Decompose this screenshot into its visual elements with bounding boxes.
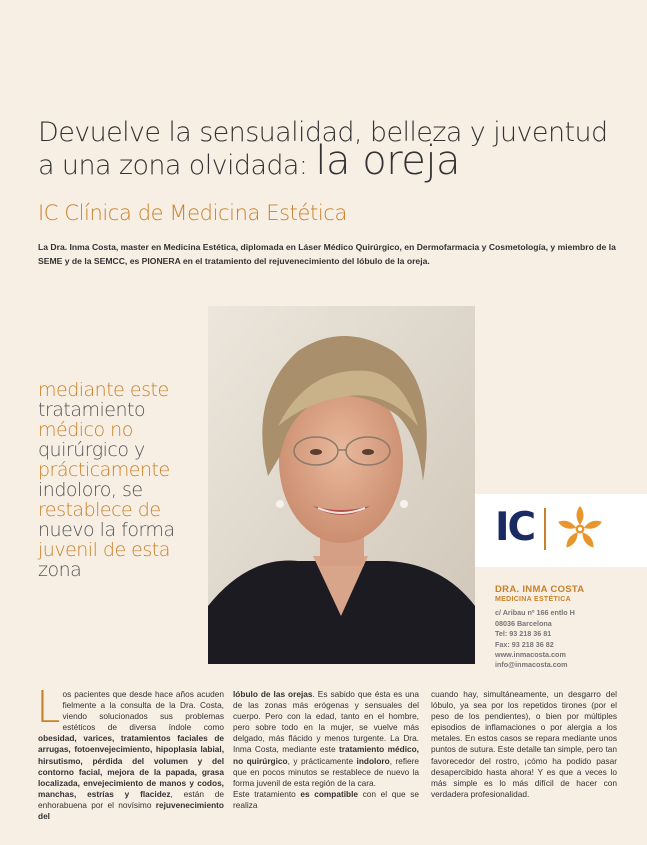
clinic-logo-band bbox=[475, 494, 647, 567]
col1-bold-a: obesidad, varices, tratamientos faciales de arrugas, fotoenvejecimiento, hipoplasia labial, hirsutismo, pérdida del volumen y del contorno facial, mejora de la papada, grasa localizada, envejecimiento de manos y codos, manchas, estrías y flacidez bbox=[38, 733, 224, 799]
contact-city: 08036 Barcelona bbox=[495, 618, 552, 628]
doctor-portrait-photo bbox=[208, 306, 475, 664]
col2-text-a: . Es sabido que ésta es una de las zonas más erógenas y sensuales del cuerpo. Pero con la edad, tanto en el hombre, pero sobre todo en la mujer, se vuelve más delgado, más flácido y menos turgente. La Dra. Inma Costa, mediante este bbox=[233, 689, 419, 755]
quote-line-5: prácticamente bbox=[38, 459, 170, 481]
col2-text-d: Este tratamiento bbox=[233, 788, 301, 799]
quote-line-6: indoloro, se bbox=[38, 479, 143, 501]
clinic-subtitle: IC Clínica de Medicina Estética bbox=[38, 201, 347, 225]
quote-line-8: nuevo la forma bbox=[38, 519, 175, 541]
quote-line-9: juvenil de esta bbox=[38, 539, 170, 561]
quote-line-2: tratamiento bbox=[38, 399, 146, 421]
contact-email: info@inmacosta.com bbox=[495, 660, 568, 670]
col2-bold-c: indoloro bbox=[356, 755, 390, 766]
col2-bold-b: tratamiento médico, no quirúrgico bbox=[233, 744, 419, 766]
pull-quote bbox=[38, 380, 208, 580]
col1-text-b: , están de enhorabuena por el novísimo bbox=[38, 788, 224, 810]
quote-line-10: zona bbox=[38, 559, 82, 581]
contact-address: c/ Aribau nº 166 entlo H bbox=[495, 608, 575, 618]
headline-line-2-text: a una zona olvidada: bbox=[38, 150, 308, 181]
quote-line-4: quirúrgico y bbox=[38, 439, 145, 461]
contact-block bbox=[495, 584, 645, 671]
col2-text-b: , y prácticamente bbox=[287, 755, 357, 766]
quote-line-1: mediante este bbox=[38, 379, 169, 401]
headline-highlight: la oreja bbox=[315, 138, 460, 184]
flower-logo-icon bbox=[554, 502, 606, 554]
logo-divider bbox=[544, 508, 546, 550]
headline-line-2 bbox=[38, 138, 638, 184]
clinic-logo-text: IC bbox=[495, 505, 535, 550]
doctor-specialty: MEDICINA ESTÉTICA bbox=[495, 596, 572, 603]
contact-phone: Tel: 93 218 36 81 bbox=[495, 629, 552, 639]
contact-website: www.inmacosta.com bbox=[495, 650, 566, 660]
quote-line-7: restablece de bbox=[38, 499, 161, 521]
col2-text-e: con el que se realiza bbox=[233, 788, 419, 810]
doctor-name: DRA. INMA COSTA bbox=[495, 584, 585, 595]
col1-text-a: os pacientes que desde hace años acuden fielmente a la consulta de la Dra. Costa, viendo solucionados sus problemas estéticos de diversa índole como bbox=[62, 689, 224, 733]
col2-text-c: , refiere que en pocos minutos se restablece de nuevo la forma juvenil de esta región de la cara. bbox=[233, 755, 419, 788]
body-column-1 bbox=[36, 682, 224, 822]
col2-bold-a: lóbulo de las orejas bbox=[233, 689, 313, 699]
col1-bold-b: rejuvenecimiento del bbox=[38, 799, 224, 822]
headline bbox=[38, 117, 638, 184]
col2-bold-d: es compatible bbox=[300, 788, 359, 799]
portrait-illustration bbox=[208, 306, 475, 664]
contact-fax: Fax: 93 218 36 82 bbox=[495, 639, 554, 649]
drop-cap: L bbox=[36, 682, 61, 733]
intro-paragraph: La Dra. Inma Costa, master en Medicina Estética, diplomada en Láser Médico Quirúrgico, en Dermofarmacia y Cosmetología, y miembro de la SEME y de la SEMCC, es PIONERA en el tratamiento del rejuvenecimiento del lóbulo de la oreja. bbox=[38, 242, 616, 266]
quote-line-3: médico no bbox=[38, 419, 133, 441]
body-column-2 bbox=[233, 689, 419, 811]
headline-line-1: Devuelve la sensualidad, belleza y juventud bbox=[38, 117, 608, 148]
body-column-3: cuando hay, simultáneamente, un desgarro del lóbulo, ya sea por los repetidos tirones (por el peso de los pendientes), o bien por múltiples episodios de inflamaciones o por alergia a los metales. En estos casos se repara mediante unos puntos de sutura. Este detalle tan simple, pero tan favorecedor del rostro, ¡cómo ha podido pasar desapercibido hasta ahora! Y es que a veces lo más simple es lo más difícil de hacer con verdadera profesionalidad. bbox=[431, 689, 617, 799]
